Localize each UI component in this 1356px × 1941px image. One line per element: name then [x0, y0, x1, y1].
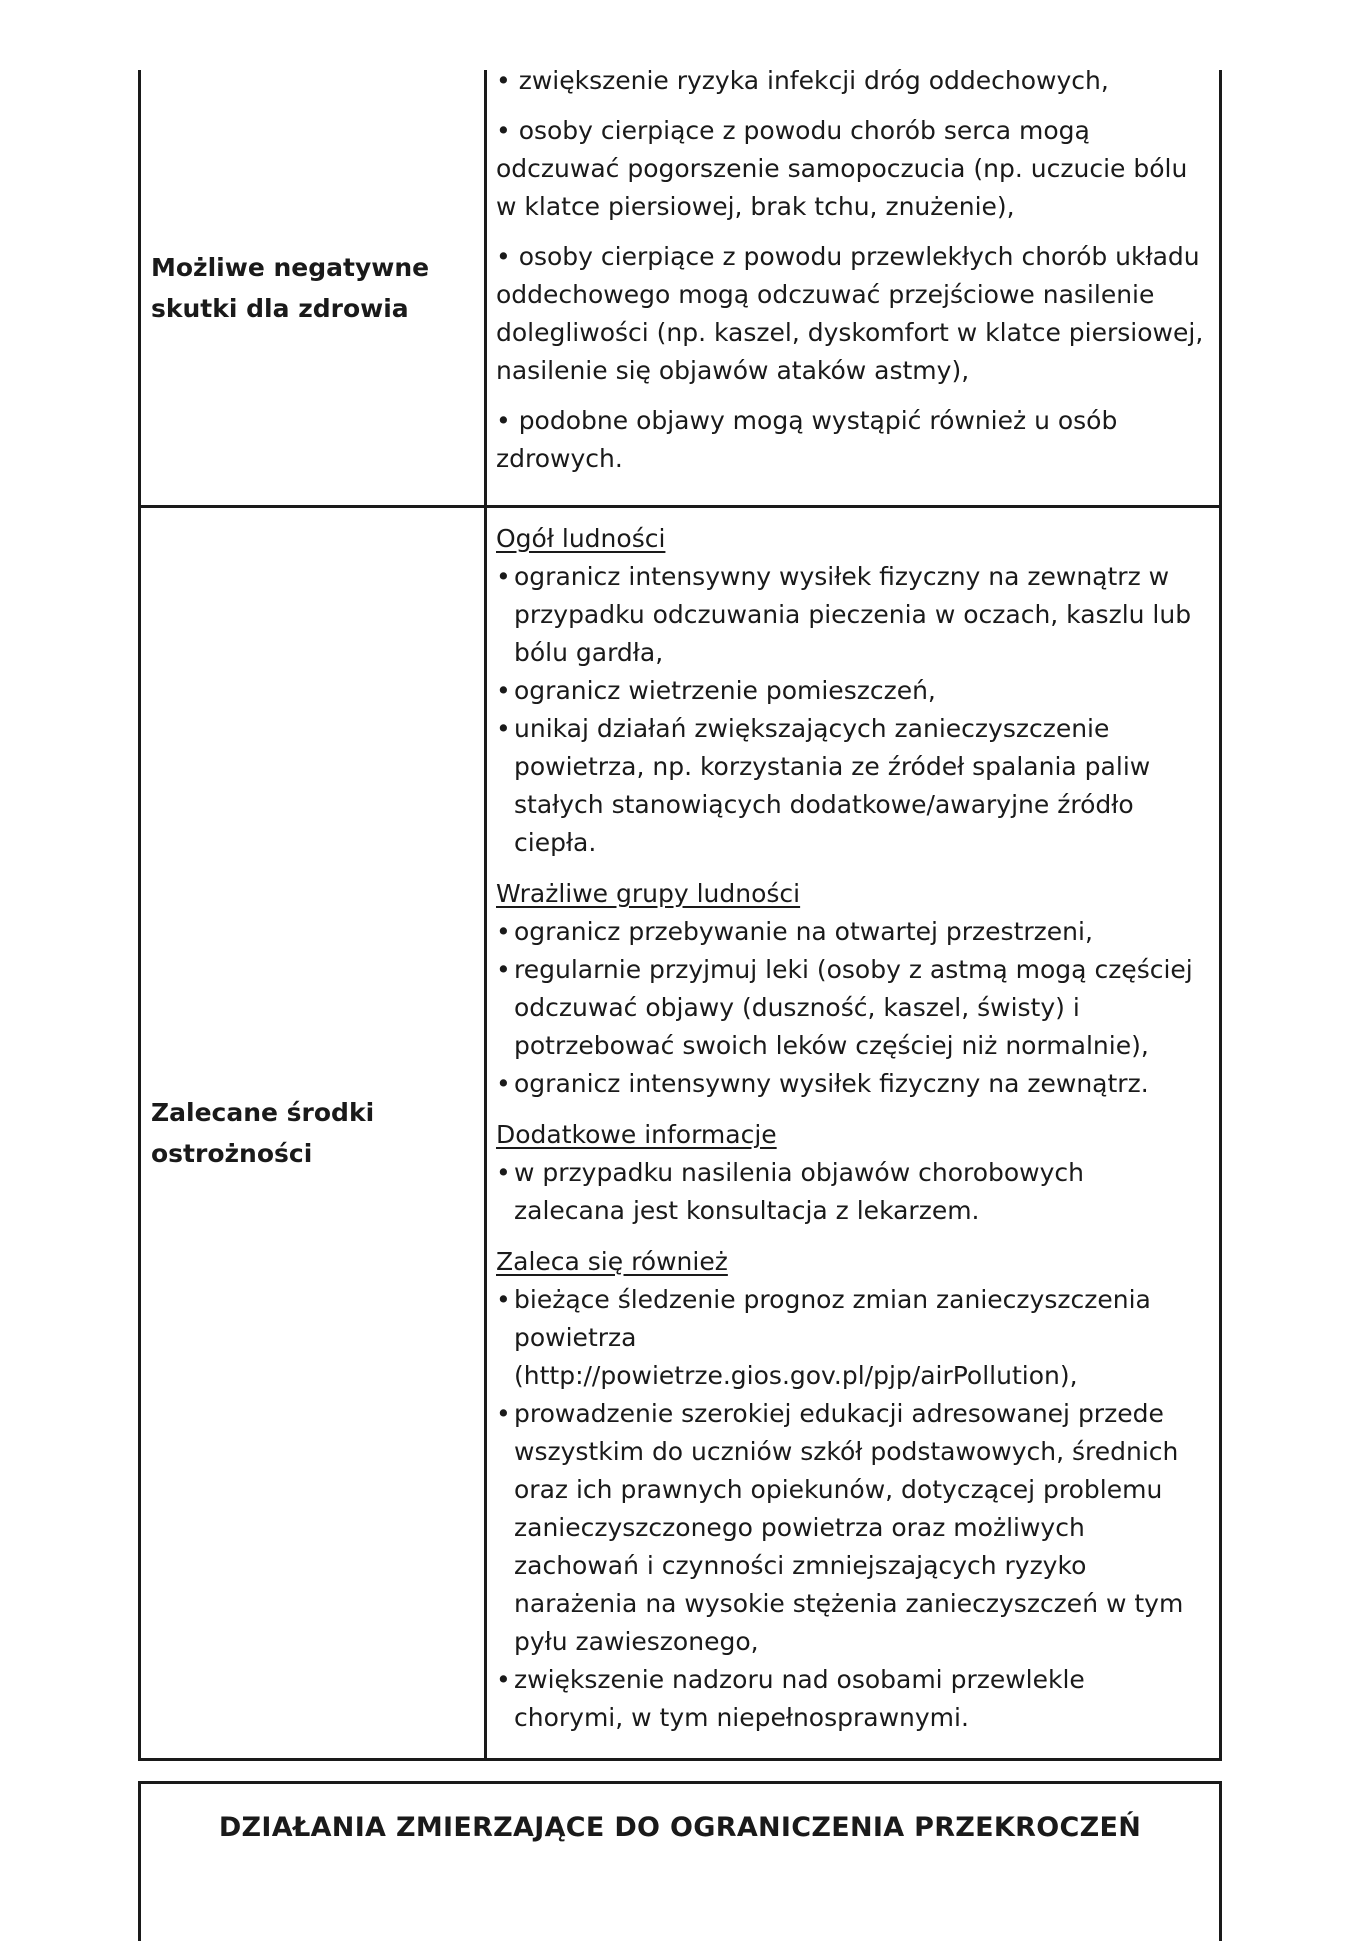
row-label-cell [141, 508, 487, 1758]
health-effect-paragraph [496, 402, 1209, 478]
text-line: ciepła. [514, 828, 597, 857]
text-line: odczuwać pogorszenie samopoczucia (np. uczucie bólu [496, 154, 1188, 183]
section-title: Dodatkowe informacje [496, 1120, 777, 1149]
text-line: powietrza [514, 1323, 637, 1352]
text-line: zachowań i czynności zmniejszających ryzyko [514, 1551, 1087, 1580]
text-line: stałych stanowiących dodatkowe/awaryjne źródło [514, 790, 1134, 819]
bullet-icon: • [496, 1158, 511, 1187]
text-line: odczuwać objawy (duszność, kaszel, świsty) i [514, 993, 1080, 1022]
row-label-precautions: Zalecane środki ostrożności [151, 1098, 375, 1168]
row-label-health-effects: Możliwe negatywne skutki dla zdrowia [151, 252, 430, 323]
list-item [496, 1395, 1209, 1661]
bullet-icon: • [496, 714, 511, 743]
list-item [496, 1065, 1209, 1103]
text-line: powietrza, np. korzystania ze źródeł spalania paliw [514, 752, 1151, 781]
text-line: unikaj działań zwiększających zanieczyszczenie [514, 714, 1110, 743]
text-line: nasilenie się objawów ataków astmy), [496, 356, 970, 385]
health-effect-paragraph [496, 238, 1209, 390]
text-line: regularnie przyjmuj leki (osoby z astmą mogą częściej [514, 955, 1193, 984]
text-line: ogranicz intensywny wysiłek fizyczny na zewnątrz w [514, 562, 1170, 591]
text-line: ogranicz intensywny wysiłek fizyczny na zewnątrz. [514, 1069, 1149, 1098]
text-line: • zwiększenie ryzyka infekcji dróg oddechowych, [496, 66, 1109, 95]
text-line: potrzebować swoich leków częściej niż normalnie), [514, 1031, 1149, 1060]
bullet-icon: • [496, 917, 511, 946]
precaution-section [496, 1243, 1209, 1737]
text-line: bólu gardła, [514, 638, 664, 667]
text-line: bieżące śledzenie prognoz zmian zanieczyszczenia [514, 1285, 1151, 1314]
table-row-health-effects [141, 66, 1219, 508]
health-effect-paragraph [496, 112, 1209, 226]
text-line: chorymi, w tym niepełnosprawnymi. [514, 1703, 969, 1732]
text-line: • osoby cierpiące z powodu przewlekłych chorób układu [496, 242, 1200, 271]
precautions-content [487, 508, 1219, 1758]
bullet-icon: • [496, 1069, 511, 1098]
list-item [496, 672, 1209, 710]
text-line: w klatce piersiowej, brak tchu, znużenie), [496, 192, 1015, 221]
text-line: zanieczyszczonego powietrza oraz możliwych [514, 1513, 1085, 1542]
text-line: prowadzenie szerokiej edukacji adresowanej przede [514, 1399, 1164, 1428]
health-effects-content [487, 66, 1219, 505]
bullet-icon: • [496, 1665, 511, 1694]
list-item [496, 1661, 1209, 1737]
precaution-section [496, 520, 1209, 862]
text-line: w przypadku nasilenia objawów chorobowych [514, 1158, 1085, 1187]
list-item [496, 1154, 1209, 1230]
text-line: oddechowego mogą odczuwać przejściowe nasilenie [496, 280, 1155, 309]
section-title: Zaleca się również [496, 1247, 728, 1276]
bullet-icon: • [496, 1285, 511, 1314]
actions-section-title: DZIAŁANIA ZMIERZAJĄCE DO OGRANICZENIA PRZEKROCZEŃ [218, 1812, 1142, 1843]
text-line: ogranicz przebywanie na otwartej przestrzeni, [514, 917, 1093, 946]
list-item [496, 913, 1209, 951]
section-title: Ogół ludności [496, 524, 666, 553]
precaution-section [496, 875, 1209, 1103]
health-effect-paragraph [496, 62, 1209, 100]
text-line: przypadku odczuwania pieczenia w oczach, kaszlu lub [514, 600, 1192, 629]
row-label-cell [141, 70, 487, 505]
text-line: narażenia na wysokie stężenia zanieczyszczeń w tym [514, 1589, 1184, 1618]
text-line: ogranicz wietrzenie pomieszczeń, [514, 676, 936, 705]
list-item [496, 1281, 1209, 1395]
list-item [496, 558, 1209, 672]
actions-section-box [138, 1781, 1222, 1941]
bullet-icon: • [496, 955, 511, 984]
list-item [496, 710, 1209, 862]
list-item [496, 951, 1209, 1065]
info-table [138, 66, 1222, 1761]
text-line: oraz ich prawnych opiekunów, dotyczącej problemu [514, 1475, 1163, 1504]
precaution-section [496, 1116, 1209, 1230]
text-line: (http://powietrze.gios.gov.pl/pjp/airPollution), [514, 1361, 1078, 1390]
text-line: zdrowych. [496, 444, 623, 473]
text-line: wszystkim do uczniów szkół podstawowych, średnich [514, 1437, 1179, 1466]
bullet-icon: • [496, 676, 511, 705]
bullet-icon: • [496, 562, 511, 591]
text-line: • podobne objawy mogą wystąpić również u osób [496, 406, 1118, 435]
text-line: zalecana jest konsultacja z lekarzem. [514, 1196, 980, 1225]
bullet-icon: • [496, 1399, 511, 1428]
text-line: pyłu zawieszonego, [514, 1627, 759, 1656]
table-row-precautions [141, 508, 1219, 1761]
text-line: • osoby cierpiące z powodu chorób serca mogą [496, 116, 1090, 145]
text-line: zwiększenie nadzoru nad osobami przewlekle [514, 1665, 1085, 1694]
section-title: Wrażliwe grupy ludności [496, 879, 801, 908]
text-line: dolegliwości (np. kaszel, dyskomfort w klatce piersiowej, [496, 318, 1204, 347]
